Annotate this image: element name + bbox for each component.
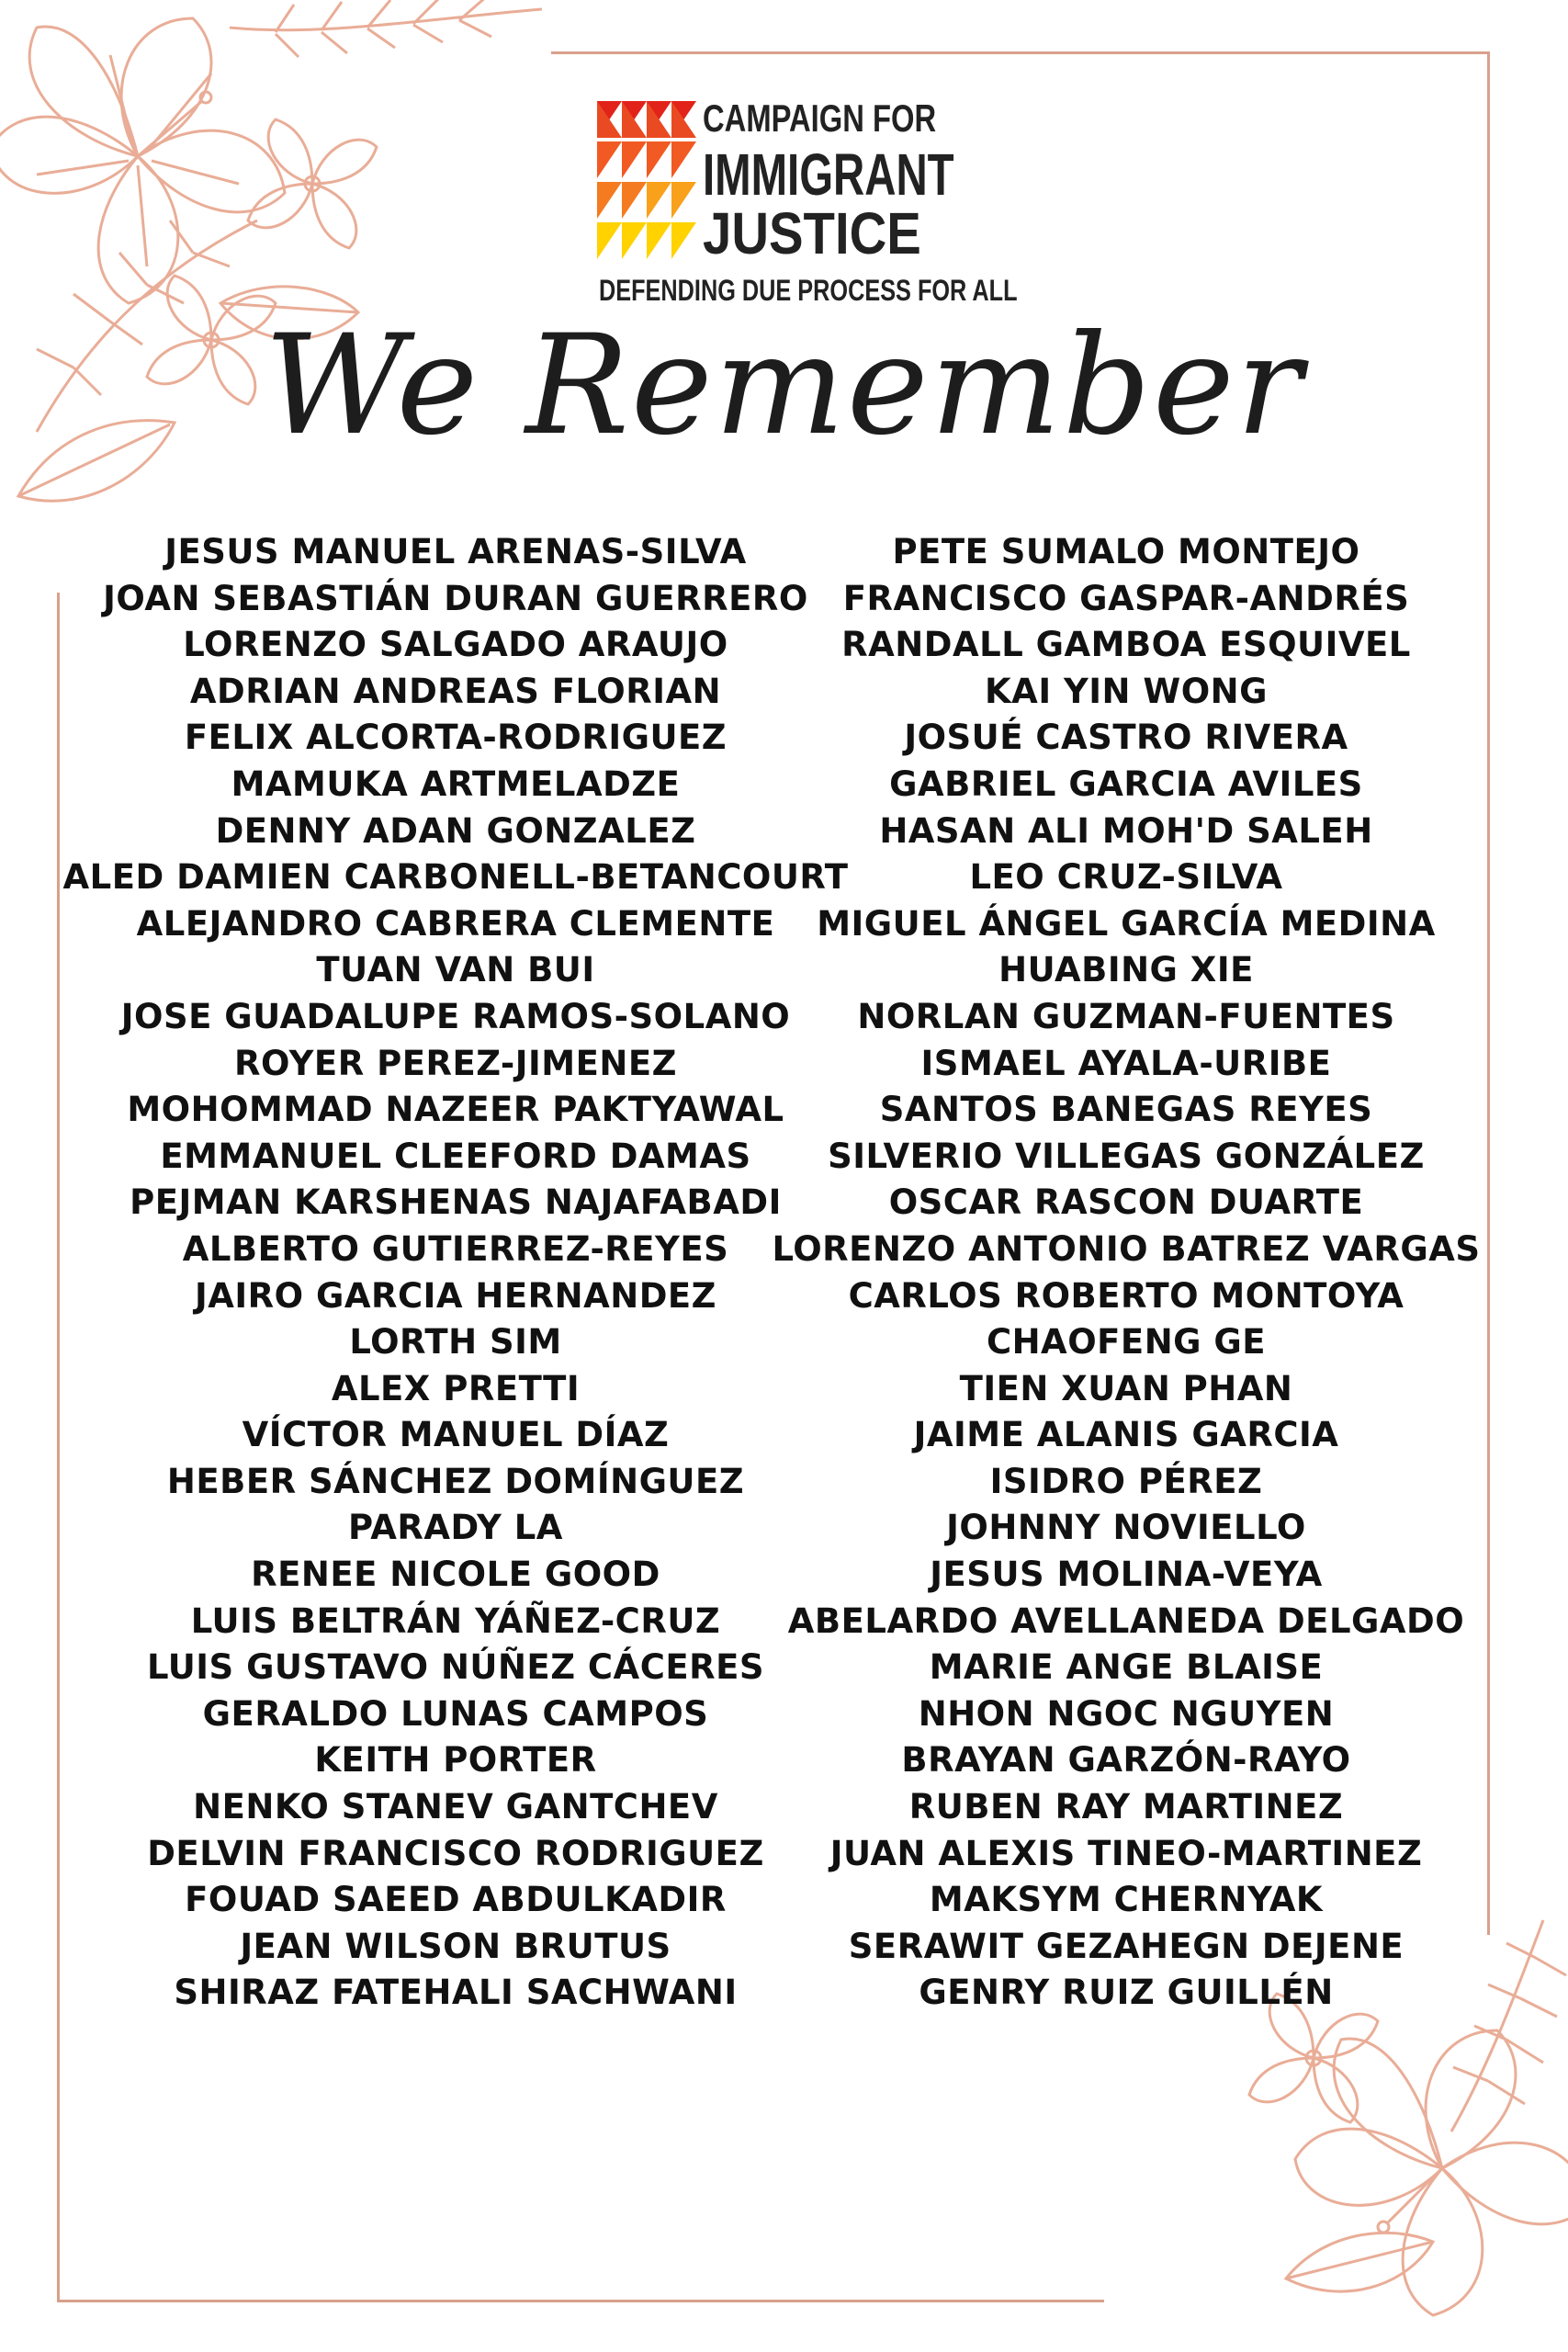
name-list-item: SHIRAZ FATEHALI SACHWANI [174, 1973, 738, 2013]
leaf-outline [1286, 2233, 1433, 2291]
name-list-item: JAIRO GARCIA HERNANDEZ [194, 1275, 717, 1316]
name-list-item: JESUS MOLINA-VEYA [930, 1555, 1323, 1595]
hibiscus-flower-icon [0, 18, 285, 303]
name-list-item: ISMAEL AYALA-URIBE [920, 1043, 1332, 1083]
floral-top-left [0, 0, 570, 570]
logo-text-line-2: IMMIGRANT [703, 141, 954, 208]
name-list-item: JEAN WILSON BRUTUS [240, 1926, 671, 1966]
name-list-item: ABELARDO AVELLANEDA DELGADO [787, 1600, 1465, 1641]
palm-leaf-icon [230, 0, 542, 57]
name-list-item: GENRY RUIZ GUILLÉN [919, 1973, 1334, 2013]
name-list-item: PEJMAN KARSHENAS NAJAFABADI [130, 1182, 782, 1223]
name-list-item: LORENZO ANTONIO BATREZ VARGAS [772, 1228, 1481, 1269]
name-list-item: HEBER SÁNCHEZ DOMÍNGUEZ [166, 1461, 745, 1501]
name-list-item: RANDALL GAMBOA ESQUIVEL [841, 625, 1411, 665]
name-list-item: PARADY LA [348, 1508, 563, 1548]
plumeria-flower-icon [248, 119, 377, 248]
name-list-item: JAIME ALANIS GARCIA [913, 1415, 1339, 1455]
name-list-item: NENKO STANEV GANTCHEV [193, 1787, 718, 1827]
name-list-item: LEO CRUZ-SILVA [969, 857, 1283, 898]
frame-bottom-line [57, 2300, 1104, 2302]
name-list-item: MOHOMMAD NAZEER PAKTYAWAL [127, 1090, 784, 1130]
campaign-logo [597, 92, 1018, 312]
name-list-item: SERAWIT GEZAHEGN DEJENE [848, 1926, 1404, 1966]
name-list-item: BRAYAN GARZÓN-RAYO [901, 1740, 1351, 1781]
name-list-item: FELIX ALCORTA-RODRIGUEZ [184, 718, 728, 758]
name-list-item: RENEE NICOLE GOOD [251, 1555, 660, 1595]
name-list-item: SANTOS BANEGAS REYES [879, 1090, 1373, 1130]
name-list-item: GERALDO LUNAS CAMPOS [202, 1693, 709, 1734]
name-list-item: JOSUÉ CASTRO RIVERA [904, 718, 1348, 758]
name-list-item: MIGUEL ÁNGEL GARCÍA MEDINA [817, 903, 1436, 944]
name-list-item: TUAN VAN BUI [316, 950, 595, 990]
name-list-item: LORTH SIM [349, 1322, 562, 1363]
name-list-item: PETE SUMALO MONTEJO [892, 532, 1360, 571]
name-list-item: OSCAR RASCON DUARTE [888, 1182, 1364, 1223]
name-list-item: JOSE GUADALUPE RAMOS-SOLANO [120, 996, 791, 1036]
name-list-item: MAKSYM CHERNYAK [929, 1880, 1324, 1920]
name-list-item: ADRIAN ANDREAS FLORIAN [189, 671, 722, 711]
name-list-item: MARIE ANGE BLAISE [929, 1647, 1324, 1688]
name-list-item: ALEX PRETTI [331, 1368, 581, 1408]
name-list-item: SILVERIO VILLEGAS GONZÁLEZ [828, 1136, 1425, 1176]
name-list-item: DELVIN FRANCISCO RODRIGUEZ [147, 1833, 764, 1873]
name-list-item: ROYER PEREZ-JIMENEZ [234, 1043, 677, 1083]
name-list-item: FOUAD SAEED ABDULKADIR [185, 1880, 727, 1920]
name-list-item: JESUS MANUEL ARENAS-SILVA [164, 532, 747, 571]
name-list-item: LORENZO SALGADO ARAUJO [183, 625, 728, 665]
name-list-item: ALED DAMIEN CARBONELL-BETANCOURT [62, 857, 849, 898]
name-list-item: ALEJANDRO CABRERA CLEMENTE [136, 903, 775, 944]
logo-text-line-3: JUSTICE [703, 200, 921, 266]
names-list-right [767, 529, 1485, 2017]
name-list-item: VÍCTOR MANUEL DÍAZ [242, 1415, 670, 1455]
name-list-item: KEITH PORTER [314, 1740, 597, 1781]
frame-top-line [551, 51, 1490, 54]
page-title: We Remember [264, 306, 1304, 466]
triangle-grid-logo-icon [597, 101, 698, 262]
name-list-item: LUIS GUSTAVO NÚÑEZ CÁCERES [146, 1647, 765, 1688]
name-list-item: EMMANUEL CLEEFORD DAMAS [160, 1136, 751, 1176]
name-list-item: JOHNNY NOVIELLO [946, 1508, 1306, 1548]
name-list-item: KAI YIN WONG [985, 671, 1268, 711]
name-list-item: DENNY ADAN GONZALEZ [215, 810, 696, 851]
names-list-left [37, 529, 874, 2017]
name-list-item: TIEN XUAN PHAN [959, 1368, 1293, 1408]
name-list-item: ISIDRO PÉREZ [989, 1461, 1263, 1501]
name-list-item: MAMUKA ARTMELADZE [231, 763, 681, 804]
name-list-item: NORLAN GUZMAN-FUENTES [857, 996, 1395, 1036]
name-list-item: GABRIEL GARCIA AVILES [889, 763, 1363, 804]
name-list-item: CHAOFENG GE [986, 1322, 1267, 1363]
name-list-item: FRANCISCO GASPAR-ANDRÉS [842, 578, 1410, 618]
logo-text-line-1: CAMPAIGN FOR [703, 96, 937, 140]
name-list-item: LUIS BELTRÁN YÁÑEZ-CRUZ [190, 1600, 721, 1641]
name-list-item: RUBEN RAY MARTINEZ [908, 1787, 1344, 1827]
name-list-item: JUAN ALEXIS TINEO-MARTINEZ [829, 1833, 1423, 1873]
hibiscus-flower-icon [1295, 2030, 1568, 2315]
name-list-item: JOAN SEBASTIÁN DURAN GUERRERO [103, 578, 808, 618]
name-list-item: NHON NGOC NGUYEN [918, 1693, 1335, 1734]
name-list-item: CARLOS ROBERTO MONTOYA [848, 1275, 1404, 1316]
name-list-item: HASAN ALI MOH'D SALEH [879, 810, 1373, 851]
name-list-item: HUABING XIE [998, 950, 1254, 990]
logo-tagline: DEFENDING DUE PROCESS FOR ALL [599, 274, 1018, 307]
name-list-item: ALBERTO GUTIERREZ-REYES [182, 1228, 729, 1269]
